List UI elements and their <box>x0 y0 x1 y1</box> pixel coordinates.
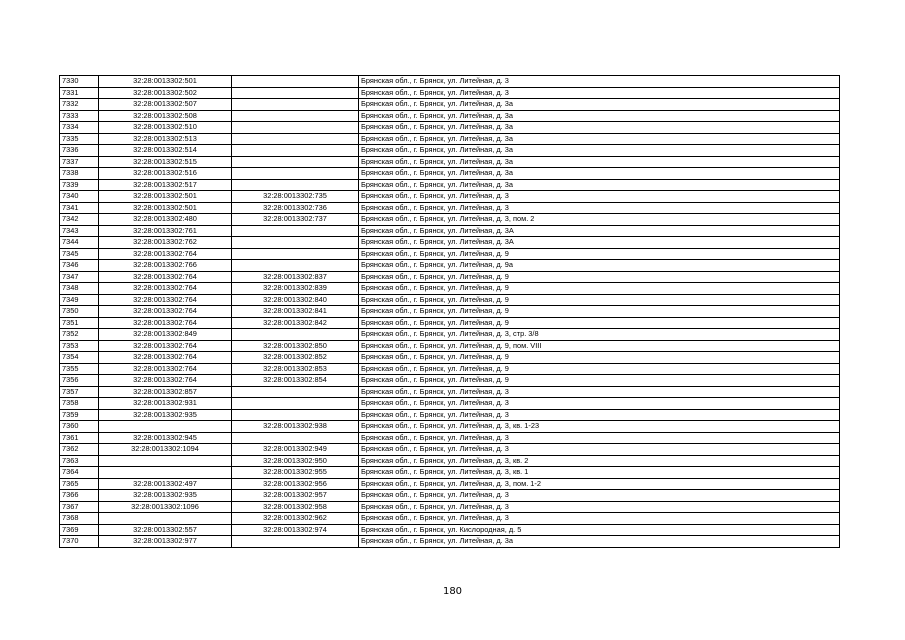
address-cell: Брянская обл., г. Брянск, ул. Литейная, д. 9 <box>359 352 840 364</box>
row-number-cell: 7343 <box>60 225 99 237</box>
sub-cadastral-number-cell <box>232 133 359 145</box>
table-row <box>60 156 840 168</box>
table-row <box>60 317 840 329</box>
address-cell: Брянская обл., г. Брянск, ул. Литейная, д. 9 <box>359 294 840 306</box>
table-row <box>60 536 840 548</box>
sub-cadastral-number-cell: 32:28:0013302:852 <box>232 352 359 364</box>
row-number-cell: 7366 <box>60 490 99 502</box>
row-number-cell: 7330 <box>60 76 99 88</box>
sub-cadastral-number-cell: 32:28:0013302:735 <box>232 191 359 203</box>
sub-cadastral-number-cell <box>232 225 359 237</box>
table-row <box>60 145 840 157</box>
cadastral-number-cell <box>99 455 232 467</box>
sub-cadastral-number-cell <box>232 432 359 444</box>
sub-cadastral-number-cell: 32:28:0013302:938 <box>232 421 359 433</box>
sub-cadastral-number-cell <box>232 156 359 168</box>
cadastral-number-cell: 32:28:0013302:507 <box>99 99 232 111</box>
cadastral-number-cell: 32:28:0013302:764 <box>99 363 232 375</box>
cadastral-number-cell: 32:28:0013302:1096 <box>99 501 232 513</box>
address-cell: Брянская обл., г. Брянск, ул. Литейная, д. 3а <box>359 156 840 168</box>
table-row <box>60 99 840 111</box>
address-cell: Брянская обл., г. Брянск, ул. Литейная, д. 9 <box>359 306 840 318</box>
address-cell: Брянская обл., г. Брянск, ул. Литейная, д. 9 <box>359 317 840 329</box>
address-cell: Брянская обл., г. Брянск, ул. Литейная, д. 9, пом. VIII <box>359 340 840 352</box>
address-cell: Брянская обл., г. Брянск, ул. Литейная, д. 3а <box>359 133 840 145</box>
address-cell: Брянская обл., г. Брянск, ул. Литейная, д. 3 <box>359 409 840 421</box>
row-number-cell: 7362 <box>60 444 99 456</box>
sub-cadastral-number-cell: 32:28:0013302:854 <box>232 375 359 387</box>
address-cell: Брянская обл., г. Брянск, ул. Литейная, д. 3а <box>359 145 840 157</box>
address-cell: Брянская обл., г. Брянск, ул. Литейная, д. 3А <box>359 225 840 237</box>
row-number-cell: 7358 <box>60 398 99 410</box>
address-cell: Брянская обл., г. Брянск, ул. Литейная, д. 3 <box>359 87 840 99</box>
sub-cadastral-number-cell <box>232 87 359 99</box>
address-cell: Брянская обл., г. Брянск, ул. Литейная, д. 3 <box>359 76 840 88</box>
row-number-cell: 7360 <box>60 421 99 433</box>
address-cell: Брянская обл., г. Брянск, ул. Литейная, д. 9 <box>359 271 840 283</box>
sub-cadastral-number-cell <box>232 329 359 341</box>
cadastral-number-cell: 32:28:0013302:935 <box>99 409 232 421</box>
cadastral-number-cell: 32:28:0013302:764 <box>99 271 232 283</box>
address-cell: Брянская обл., г. Брянск, ул. Литейная, д. 3а <box>359 536 840 548</box>
table-row <box>60 87 840 99</box>
table-row <box>60 524 840 536</box>
cadastral-number-cell: 32:28:0013302:1094 <box>99 444 232 456</box>
address-cell: Брянская обл., г. Брянск, ул. Литейная, д. 3, кв. 1-23 <box>359 421 840 433</box>
address-cell: Брянская обл., г. Брянск, ул. Литейная, д. 3 <box>359 432 840 444</box>
row-number-cell: 7351 <box>60 317 99 329</box>
sub-cadastral-number-cell: 32:28:0013302:955 <box>232 467 359 479</box>
row-number-cell: 7346 <box>60 260 99 272</box>
row-number-cell: 7357 <box>60 386 99 398</box>
row-number-cell: 7354 <box>60 352 99 364</box>
sub-cadastral-number-cell: 32:28:0013302:841 <box>232 306 359 318</box>
address-cell: Брянская обл., г. Брянск, ул. Литейная, д. 9 <box>359 248 840 260</box>
row-number-cell: 7361 <box>60 432 99 444</box>
cadastral-number-cell: 32:28:0013302:764 <box>99 294 232 306</box>
sub-cadastral-number-cell: 32:28:0013302:974 <box>232 524 359 536</box>
sub-cadastral-number-cell: 32:28:0013302:850 <box>232 340 359 352</box>
row-number-cell: 7368 <box>60 513 99 525</box>
cadastral-number-cell: 32:28:0013302:764 <box>99 306 232 318</box>
cadastral-number-cell: 32:28:0013302:510 <box>99 122 232 134</box>
table-row <box>60 421 840 433</box>
sub-cadastral-number-cell: 32:28:0013302:950 <box>232 455 359 467</box>
table-row <box>60 375 840 387</box>
sub-cadastral-number-cell <box>232 237 359 249</box>
table-row <box>60 444 840 456</box>
cadastral-number-cell: 32:28:0013302:857 <box>99 386 232 398</box>
sub-cadastral-number-cell: 32:28:0013302:949 <box>232 444 359 456</box>
row-number-cell: 7340 <box>60 191 99 203</box>
sub-cadastral-number-cell: 32:28:0013302:842 <box>232 317 359 329</box>
row-number-cell: 7344 <box>60 237 99 249</box>
row-number-cell: 7342 <box>60 214 99 226</box>
table-row <box>60 179 840 191</box>
row-number-cell: 7347 <box>60 271 99 283</box>
cadastral-number-cell: 32:28:0013302:762 <box>99 237 232 249</box>
cadastral-number-cell: 32:28:0013302:501 <box>99 202 232 214</box>
page-number: 180 <box>442 586 463 597</box>
sub-cadastral-number-cell: 32:28:0013302:837 <box>232 271 359 283</box>
cadastral-number-cell: 32:28:0013302:514 <box>99 145 232 157</box>
sub-cadastral-number-cell: 32:28:0013302:737 <box>232 214 359 226</box>
table-row <box>60 467 840 479</box>
cadastral-number-cell: 32:28:0013302:517 <box>99 179 232 191</box>
cadastral-number-cell <box>99 467 232 479</box>
address-cell: Брянская обл., г. Брянск, ул. Литейная, д. 3 <box>359 513 840 525</box>
sub-cadastral-number-cell <box>232 536 359 548</box>
table-row <box>60 398 840 410</box>
row-number-cell: 7356 <box>60 375 99 387</box>
address-cell: Брянская обл., г. Брянск, ул. Литейная, д. 9а <box>359 260 840 272</box>
address-cell: Брянская обл., г. Брянск, ул. Литейная, д. 9 <box>359 363 840 375</box>
address-cell: Брянская обл., г. Брянск, ул. Литейная, д. 9 <box>359 375 840 387</box>
table-row <box>60 133 840 145</box>
table-row <box>60 271 840 283</box>
row-number-cell: 7367 <box>60 501 99 513</box>
address-cell: Брянская обл., г. Брянск, ул. Литейная, д. 3, пом. 1-2 <box>359 478 840 490</box>
sub-cadastral-number-cell: 32:28:0013302:853 <box>232 363 359 375</box>
cadastral-number-cell: 32:28:0013302:513 <box>99 133 232 145</box>
table-row <box>60 202 840 214</box>
sub-cadastral-number-cell <box>232 110 359 122</box>
table-body <box>60 76 840 548</box>
row-number-cell: 7369 <box>60 524 99 536</box>
table-row <box>60 225 840 237</box>
row-number-cell: 7365 <box>60 478 99 490</box>
address-cell: Брянская обл., г. Брянск, ул. Литейная, д. 3а <box>359 110 840 122</box>
address-cell: Брянская обл., г. Брянск, ул. Литейная, д. 3а <box>359 122 840 134</box>
address-cell: Брянская обл., г. Брянск, ул. Литейная, д. 3а <box>359 168 840 180</box>
sub-cadastral-number-cell: 32:28:0013302:958 <box>232 501 359 513</box>
address-cell: Брянская обл., г. Брянск, ул. Литейная, д. 3а <box>359 99 840 111</box>
row-number-cell: 7353 <box>60 340 99 352</box>
table-row <box>60 260 840 272</box>
table-row <box>60 237 840 249</box>
cadastral-number-cell: 32:28:0013302:766 <box>99 260 232 272</box>
cadastral-number-cell: 32:28:0013302:501 <box>99 76 232 88</box>
table-row <box>60 283 840 295</box>
sub-cadastral-number-cell: 32:28:0013302:736 <box>232 202 359 214</box>
cadastral-number-cell: 32:28:0013302:764 <box>99 248 232 260</box>
table-row <box>60 409 840 421</box>
table-row <box>60 363 840 375</box>
row-number-cell: 7331 <box>60 87 99 99</box>
address-cell: Брянская обл., г. Брянск, ул. Литейная, д. 3А <box>359 237 840 249</box>
row-number-cell: 7335 <box>60 133 99 145</box>
table-row <box>60 513 840 525</box>
cadastral-number-cell: 32:28:0013302:764 <box>99 352 232 364</box>
row-number-cell: 7350 <box>60 306 99 318</box>
row-number-cell: 7337 <box>60 156 99 168</box>
row-number-cell: 7338 <box>60 168 99 180</box>
table-row <box>60 110 840 122</box>
row-number-cell: 7348 <box>60 283 99 295</box>
table-row <box>60 329 840 341</box>
row-number-cell: 7333 <box>60 110 99 122</box>
row-number-cell: 7363 <box>60 455 99 467</box>
sub-cadastral-number-cell: 32:28:0013302:956 <box>232 478 359 490</box>
table-row <box>60 191 840 203</box>
address-cell: Брянская обл., г. Брянск, ул. Литейная, д. 3, кв. 2 <box>359 455 840 467</box>
sub-cadastral-number-cell <box>232 386 359 398</box>
table-row <box>60 122 840 134</box>
address-cell: Брянская обл., г. Брянск, ул. Литейная, д. 3 <box>359 444 840 456</box>
cadastral-number-cell: 32:28:0013302:931 <box>99 398 232 410</box>
row-number-cell: 7336 <box>60 145 99 157</box>
cadastral-number-cell: 32:28:0013302:761 <box>99 225 232 237</box>
table-row <box>60 168 840 180</box>
cadastral-number-cell: 32:28:0013302:516 <box>99 168 232 180</box>
sub-cadastral-number-cell: 32:28:0013302:957 <box>232 490 359 502</box>
sub-cadastral-number-cell <box>232 248 359 260</box>
cadastral-number-cell: 32:28:0013302:945 <box>99 432 232 444</box>
address-cell: Брянская обл., г. Брянск, ул. Литейная, д. 3 <box>359 490 840 502</box>
address-cell: Брянская обл., г. Брянск, ул. Литейная, д. 3, кв. 1 <box>359 467 840 479</box>
sub-cadastral-number-cell <box>232 99 359 111</box>
address-cell: Брянская обл., г. Брянск, ул. Литейная, д. 3 <box>359 398 840 410</box>
table-row <box>60 432 840 444</box>
cadastral-number-cell: 32:28:0013302:764 <box>99 375 232 387</box>
cadastral-number-cell: 32:28:0013302:764 <box>99 317 232 329</box>
table-row <box>60 294 840 306</box>
cadastral-number-cell: 32:28:0013302:501 <box>99 191 232 203</box>
row-number-cell: 7352 <box>60 329 99 341</box>
address-cell: Брянская обл., г. Брянск, ул. Литейная, д. 3а <box>359 179 840 191</box>
address-cell: Брянская обл., г. Брянск, ул. Литейная, д. 9 <box>359 283 840 295</box>
table-row <box>60 501 840 513</box>
address-cell: Брянская обл., г. Брянск, ул. Литейная, д. 3 <box>359 202 840 214</box>
sub-cadastral-number-cell <box>232 179 359 191</box>
address-cell: Брянская обл., г. Брянск, ул. Литейная, д. 3 <box>359 191 840 203</box>
sub-cadastral-number-cell: 32:28:0013302:840 <box>232 294 359 306</box>
sub-cadastral-number-cell <box>232 168 359 180</box>
cadastral-number-cell: 32:28:0013302:977 <box>99 536 232 548</box>
row-number-cell: 7364 <box>60 467 99 479</box>
address-cell: Брянская обл., г. Брянск, ул. Литейная, д. 3, пом. 2 <box>359 214 840 226</box>
sub-cadastral-number-cell <box>232 145 359 157</box>
table-row <box>60 76 840 88</box>
table-row <box>60 352 840 364</box>
row-number-cell: 7339 <box>60 179 99 191</box>
address-cell: Брянская обл., г. Брянск, ул. Литейная, д. 3, стр. 3/8 <box>359 329 840 341</box>
address-cell: Брянская обл., г. Брянск, ул. Кислородная, д. 5 <box>359 524 840 536</box>
sub-cadastral-number-cell <box>232 260 359 272</box>
table-row <box>60 455 840 467</box>
address-cell: Брянская обл., г. Брянск, ул. Литейная, д. 3 <box>359 386 840 398</box>
table-row <box>60 386 840 398</box>
row-number-cell: 7341 <box>60 202 99 214</box>
cadastral-number-cell <box>99 513 232 525</box>
row-number-cell: 7349 <box>60 294 99 306</box>
sub-cadastral-number-cell <box>232 76 359 88</box>
cadastral-number-cell: 32:28:0013302:497 <box>99 478 232 490</box>
sub-cadastral-number-cell: 32:28:0013302:962 <box>232 513 359 525</box>
row-number-cell: 7370 <box>60 536 99 548</box>
row-number-cell: 7345 <box>60 248 99 260</box>
cadastral-number-cell: 32:28:0013302:508 <box>99 110 232 122</box>
row-number-cell: 7334 <box>60 122 99 134</box>
sub-cadastral-number-cell: 32:28:0013302:839 <box>232 283 359 295</box>
sub-cadastral-number-cell <box>232 122 359 134</box>
row-number-cell: 7359 <box>60 409 99 421</box>
cadastral-number-cell: 32:28:0013302:502 <box>99 87 232 99</box>
address-cell: Брянская обл., г. Брянск, ул. Литейная, д. 3 <box>359 501 840 513</box>
table-row <box>60 306 840 318</box>
cadastral-number-cell: 32:28:0013302:935 <box>99 490 232 502</box>
cadastral-number-cell: 32:28:0013302:764 <box>99 340 232 352</box>
table-row <box>60 340 840 352</box>
cadastral-number-cell: 32:28:0013302:557 <box>99 524 232 536</box>
cadastral-table <box>59 75 840 548</box>
cadastral-number-cell: 32:28:0013302:764 <box>99 283 232 295</box>
table-row <box>60 248 840 260</box>
table-row <box>60 490 840 502</box>
row-number-cell: 7332 <box>60 99 99 111</box>
cadastral-number-cell: 32:28:0013302:849 <box>99 329 232 341</box>
cadastral-number-cell: 32:28:0013302:515 <box>99 156 232 168</box>
cadastral-number-cell: 32:28:0013302:480 <box>99 214 232 226</box>
sub-cadastral-number-cell <box>232 398 359 410</box>
table-row <box>60 214 840 226</box>
table-row <box>60 478 840 490</box>
sub-cadastral-number-cell <box>232 409 359 421</box>
row-number-cell: 7355 <box>60 363 99 375</box>
cadastral-number-cell <box>99 421 232 433</box>
